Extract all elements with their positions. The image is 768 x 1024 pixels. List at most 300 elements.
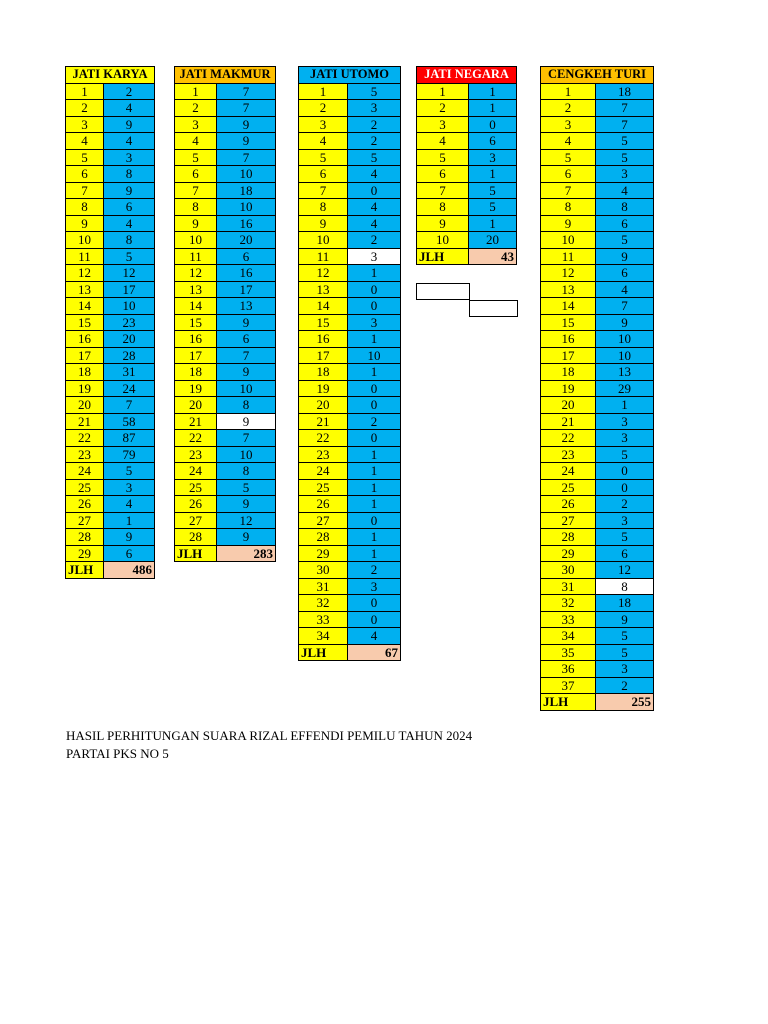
table-row <box>175 413 276 430</box>
row-number: 10 <box>66 232 104 249</box>
row-number: 24 <box>66 463 104 480</box>
vote-count: 4 <box>104 496 155 513</box>
table-row <box>299 248 401 265</box>
row-number: 19 <box>541 380 596 397</box>
row-number: 21 <box>541 413 596 430</box>
table-row <box>299 430 401 447</box>
table-row <box>175 100 276 117</box>
row-number: 18 <box>66 364 104 381</box>
vote-count: 2 <box>348 116 401 133</box>
vote-count: 87 <box>104 430 155 447</box>
table-row <box>299 314 401 331</box>
row-number: 23 <box>66 446 104 463</box>
row-number: 7 <box>417 182 469 199</box>
table-row <box>66 479 155 496</box>
row-number: 36 <box>541 661 596 678</box>
vote-count: 1 <box>469 83 517 100</box>
vote-count: 16 <box>217 265 276 282</box>
row-number: 5 <box>417 149 469 166</box>
row-number: 19 <box>175 380 217 397</box>
table-row <box>541 611 654 628</box>
note-line-1: HASIL PERHITUNGAN SUARA RIZAL EFFENDI PEMILU TAHUN 2024 <box>66 728 473 743</box>
row-number: 9 <box>175 215 217 232</box>
row-number: 7 <box>66 182 104 199</box>
vote-count: 9 <box>217 364 276 381</box>
row-number: 23 <box>541 446 596 463</box>
vote-count: 3 <box>596 661 654 678</box>
total-label: JLH <box>417 248 469 265</box>
table-row <box>541 182 654 199</box>
vote-count: 6 <box>596 265 654 282</box>
table-row <box>299 545 401 562</box>
table-row <box>175 446 276 463</box>
table-row <box>541 644 654 661</box>
row-number: 32 <box>299 595 348 612</box>
vote-count: 3 <box>348 100 401 117</box>
row-number: 2 <box>541 100 596 117</box>
row-number: 6 <box>417 166 469 183</box>
total-label: JLH <box>66 562 104 579</box>
table-row <box>175 430 276 447</box>
row-number: 37 <box>541 677 596 694</box>
vote-count: 3 <box>596 512 654 529</box>
note-text <box>66 727 472 763</box>
vote-count: 2 <box>348 232 401 249</box>
vote-count: 4 <box>348 166 401 183</box>
vote-count: 18 <box>596 595 654 612</box>
table-row <box>417 149 517 166</box>
vote-count: 7 <box>217 83 276 100</box>
vote-count: 0 <box>348 430 401 447</box>
row-number: 33 <box>299 611 348 628</box>
table-row <box>299 496 401 513</box>
table-row <box>175 364 276 381</box>
table-title: CENGKEH TURI <box>541 67 654 84</box>
row-number: 15 <box>175 314 217 331</box>
row-number: 31 <box>541 578 596 595</box>
row-number: 3 <box>66 116 104 133</box>
vote-count: 4 <box>104 133 155 150</box>
vote-count: 8 <box>217 397 276 414</box>
table-row <box>541 430 654 447</box>
table-row <box>299 83 401 100</box>
table-row <box>66 512 155 529</box>
row-number: 2 <box>417 100 469 117</box>
table-row <box>299 281 401 298</box>
row-number: 18 <box>299 364 348 381</box>
row-number: 26 <box>175 496 217 513</box>
vote-count: 2 <box>348 133 401 150</box>
table-title: JATI KARYA <box>66 67 155 84</box>
vote-count: 9 <box>217 529 276 546</box>
vote-count: 0 <box>348 298 401 315</box>
vote-count: 6 <box>217 331 276 348</box>
row-number: 22 <box>66 430 104 447</box>
vote-count: 1 <box>469 166 517 183</box>
table-row <box>417 83 517 100</box>
table-row <box>541 578 654 595</box>
row-number: 16 <box>541 331 596 348</box>
row-number: 18 <box>175 364 217 381</box>
table-row <box>66 496 155 513</box>
row-number: 6 <box>299 166 348 183</box>
total-value: 255 <box>596 694 654 711</box>
table-row <box>541 314 654 331</box>
vote-count: 1 <box>348 446 401 463</box>
table-row <box>541 512 654 529</box>
row-number: 32 <box>541 595 596 612</box>
note-line-2: PARTAI PKS NO 5 <box>66 746 169 761</box>
vote-count: 18 <box>596 83 654 100</box>
row-number: 24 <box>299 463 348 480</box>
vote-count: 9 <box>104 182 155 199</box>
row-number: 30 <box>541 562 596 579</box>
vote-count: 0 <box>348 281 401 298</box>
row-number: 6 <box>541 166 596 183</box>
table-row <box>541 133 654 150</box>
table-row <box>175 496 276 513</box>
vote-count: 7 <box>217 149 276 166</box>
table-title: JATI MAKMUR <box>175 67 276 84</box>
row-number: 14 <box>299 298 348 315</box>
table-row <box>299 182 401 199</box>
vote-count: 12 <box>104 265 155 282</box>
table-row <box>417 199 517 216</box>
table-row <box>417 182 517 199</box>
row-number: 31 <box>299 578 348 595</box>
vote-count: 23 <box>104 314 155 331</box>
table-row <box>299 166 401 183</box>
table-row <box>541 446 654 463</box>
row-number: 21 <box>66 413 104 430</box>
vote-count: 3 <box>348 314 401 331</box>
row-number: 9 <box>417 215 469 232</box>
vote-count: 12 <box>596 562 654 579</box>
vote-count: 6 <box>596 215 654 232</box>
table-row <box>417 100 517 117</box>
table-row <box>66 331 155 348</box>
vote-count: 1 <box>348 529 401 546</box>
table-row <box>175 529 276 546</box>
vote-count: 1 <box>469 215 517 232</box>
table-row <box>541 215 654 232</box>
vote-count: 31 <box>104 364 155 381</box>
table-row <box>299 529 401 546</box>
vote-count: 3 <box>596 430 654 447</box>
table-row <box>66 314 155 331</box>
table-row <box>541 83 654 100</box>
row-number: 35 <box>541 644 596 661</box>
total-row <box>175 545 276 562</box>
row-number: 26 <box>541 496 596 513</box>
total-row <box>541 694 654 711</box>
table-row <box>175 479 276 496</box>
row-number: 7 <box>299 182 348 199</box>
vote-count: 4 <box>596 182 654 199</box>
table-row <box>299 265 401 282</box>
vote-count: 2 <box>348 562 401 579</box>
row-number: 14 <box>541 298 596 315</box>
vote-count: 4 <box>348 628 401 645</box>
table-row <box>66 116 155 133</box>
table-row <box>541 677 654 694</box>
table-row <box>175 298 276 315</box>
row-number: 30 <box>299 562 348 579</box>
vote-count: 8 <box>104 166 155 183</box>
row-number: 5 <box>299 149 348 166</box>
table-row <box>417 215 517 232</box>
row-number: 27 <box>299 512 348 529</box>
row-number: 34 <box>299 628 348 645</box>
table-row <box>66 248 155 265</box>
vote-count: 2 <box>348 413 401 430</box>
row-number: 25 <box>66 479 104 496</box>
vote-count: 10 <box>348 347 401 364</box>
row-number: 14 <box>175 298 217 315</box>
row-number: 5 <box>175 149 217 166</box>
row-number: 4 <box>417 133 469 150</box>
row-number: 22 <box>541 430 596 447</box>
row-number: 8 <box>299 199 348 216</box>
total-value: 283 <box>217 545 276 562</box>
table-row <box>541 149 654 166</box>
table-row <box>175 133 276 150</box>
vote-count: 0 <box>348 595 401 612</box>
vote-count: 9 <box>596 611 654 628</box>
table-cengkeh-turi <box>540 66 654 711</box>
row-number: 5 <box>541 149 596 166</box>
vote-count: 2 <box>596 677 654 694</box>
vote-count: 20 <box>469 232 517 249</box>
row-number: 17 <box>541 347 596 364</box>
row-number: 16 <box>66 331 104 348</box>
vote-count: 1 <box>469 100 517 117</box>
vote-count: 7 <box>217 100 276 117</box>
vote-count: 1 <box>596 397 654 414</box>
table-header-row <box>299 67 401 84</box>
row-number: 21 <box>175 413 217 430</box>
row-number: 21 <box>299 413 348 430</box>
table-row <box>175 232 276 249</box>
table-row <box>66 149 155 166</box>
vote-count: 4 <box>348 199 401 216</box>
row-number: 13 <box>299 281 348 298</box>
vote-count: 6 <box>104 199 155 216</box>
row-number: 23 <box>175 446 217 463</box>
vote-count: 17 <box>217 281 276 298</box>
vote-count: 10 <box>217 446 276 463</box>
vote-count: 1 <box>348 545 401 562</box>
table-row <box>299 578 401 595</box>
table-row <box>541 298 654 315</box>
row-number: 12 <box>299 265 348 282</box>
row-number: 7 <box>175 182 217 199</box>
table-row <box>541 232 654 249</box>
total-value: 67 <box>348 644 401 661</box>
table-row <box>175 248 276 265</box>
vote-count: 29 <box>596 380 654 397</box>
table-row <box>66 83 155 100</box>
table-row <box>299 595 401 612</box>
table-row <box>541 281 654 298</box>
vote-count: 0 <box>348 611 401 628</box>
row-number: 9 <box>66 215 104 232</box>
vote-count: 17 <box>104 281 155 298</box>
vote-count: 1 <box>348 479 401 496</box>
row-number: 12 <box>175 265 217 282</box>
total-label: JLH <box>541 694 596 711</box>
row-number: 23 <box>299 446 348 463</box>
vote-count: 10 <box>596 331 654 348</box>
table-jati-negara <box>416 66 517 265</box>
vote-count: 6 <box>217 248 276 265</box>
row-number: 2 <box>299 100 348 117</box>
row-number: 25 <box>175 479 217 496</box>
row-number: 4 <box>66 133 104 150</box>
table-row <box>541 479 654 496</box>
vote-count: 9 <box>596 248 654 265</box>
row-number: 22 <box>299 430 348 447</box>
row-number: 24 <box>541 463 596 480</box>
vote-count: 6 <box>104 545 155 562</box>
row-number: 13 <box>541 281 596 298</box>
vote-count: 0 <box>348 380 401 397</box>
vote-count: 9 <box>217 116 276 133</box>
table-row <box>299 364 401 381</box>
row-number: 26 <box>299 496 348 513</box>
table-row <box>66 265 155 282</box>
table-row <box>175 397 276 414</box>
table-row <box>417 133 517 150</box>
vote-count: 4 <box>104 215 155 232</box>
row-number: 8 <box>417 199 469 216</box>
table-row <box>66 529 155 546</box>
table-row <box>175 512 276 529</box>
total-value: 486 <box>104 562 155 579</box>
vote-count: 3 <box>104 479 155 496</box>
vote-count: 7 <box>596 116 654 133</box>
table-row <box>417 166 517 183</box>
vote-count: 20 <box>104 331 155 348</box>
vote-count: 10 <box>596 347 654 364</box>
vote-count: 1 <box>348 265 401 282</box>
total-row <box>66 562 155 579</box>
table-row <box>541 265 654 282</box>
table-row <box>66 298 155 315</box>
vote-count: 0 <box>596 463 654 480</box>
table-row <box>66 215 155 232</box>
row-number: 1 <box>541 83 596 100</box>
table-row <box>417 116 517 133</box>
vote-count: 3 <box>596 166 654 183</box>
vote-count: 6 <box>469 133 517 150</box>
table-row <box>299 397 401 414</box>
row-number: 1 <box>175 83 217 100</box>
table-row <box>541 100 654 117</box>
row-number: 24 <box>175 463 217 480</box>
vote-count: 5 <box>596 628 654 645</box>
row-number: 6 <box>66 166 104 183</box>
table-row <box>299 116 401 133</box>
vote-count: 9 <box>104 529 155 546</box>
empty-cell-box-right <box>469 300 518 317</box>
empty-cell-box-left <box>416 283 470 300</box>
vote-count: 8 <box>217 463 276 480</box>
vote-count: 5 <box>596 644 654 661</box>
table-row <box>66 364 155 381</box>
row-number: 20 <box>541 397 596 414</box>
row-number: 3 <box>175 116 217 133</box>
row-number: 17 <box>299 347 348 364</box>
vote-count: 2 <box>104 83 155 100</box>
row-number: 10 <box>417 232 469 249</box>
table-row <box>541 199 654 216</box>
row-number: 8 <box>175 199 217 216</box>
row-number: 6 <box>175 166 217 183</box>
vote-count: 5 <box>596 232 654 249</box>
vote-count: 5 <box>596 446 654 463</box>
table-row <box>541 397 654 414</box>
vote-count: 3 <box>104 149 155 166</box>
vote-count: 9 <box>217 496 276 513</box>
table-row <box>299 479 401 496</box>
table-row <box>299 512 401 529</box>
vote-count: 5 <box>596 149 654 166</box>
table-row <box>541 364 654 381</box>
row-number: 4 <box>175 133 217 150</box>
table-row <box>541 347 654 364</box>
table-row <box>299 611 401 628</box>
table-row <box>66 380 155 397</box>
row-number: 1 <box>417 83 469 100</box>
vote-count: 5 <box>348 149 401 166</box>
table-row <box>175 463 276 480</box>
vote-count: 8 <box>596 578 654 595</box>
row-number: 19 <box>299 380 348 397</box>
vote-count: 9 <box>217 413 276 430</box>
row-number: 9 <box>541 215 596 232</box>
row-number: 2 <box>175 100 217 117</box>
table-row <box>417 232 517 249</box>
vote-count: 16 <box>217 215 276 232</box>
table-row <box>541 116 654 133</box>
table-row <box>541 562 654 579</box>
row-number: 11 <box>66 248 104 265</box>
table-row <box>175 116 276 133</box>
row-number: 11 <box>299 248 348 265</box>
table-row <box>299 232 401 249</box>
vote-count: 10 <box>104 298 155 315</box>
table-row <box>66 413 155 430</box>
vote-count: 3 <box>348 578 401 595</box>
table-row <box>541 529 654 546</box>
table-row <box>66 430 155 447</box>
row-number: 27 <box>541 512 596 529</box>
vote-count: 7 <box>596 298 654 315</box>
vote-count: 2 <box>596 496 654 513</box>
vote-count: 1 <box>348 463 401 480</box>
row-number: 8 <box>66 199 104 216</box>
row-number: 27 <box>66 512 104 529</box>
table-row <box>299 215 401 232</box>
table-row <box>66 100 155 117</box>
table-row <box>66 446 155 463</box>
table-row <box>541 545 654 562</box>
row-number: 10 <box>175 232 217 249</box>
table-row <box>66 182 155 199</box>
row-number: 29 <box>541 545 596 562</box>
vote-count: 24 <box>104 380 155 397</box>
